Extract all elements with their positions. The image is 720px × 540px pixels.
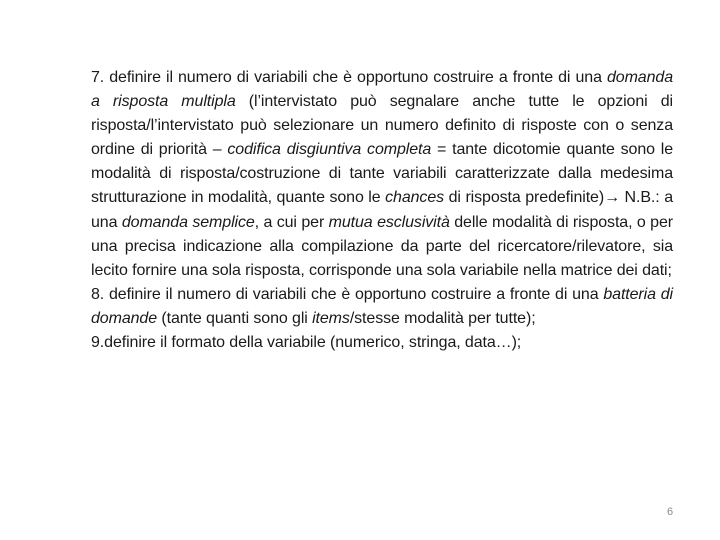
text-segment: , a cui per (254, 213, 329, 231)
italic-text-segment: chances (385, 189, 445, 207)
paragraph (91, 66, 673, 283)
page-number: 6 (666, 506, 674, 518)
italic-text-segment: domanda semplice (121, 213, 255, 231)
text-segment: /stesse modalità per tutte); (349, 309, 536, 327)
text-segment: (l’intervistato può segnalare anche tutte le opzioni di risposta/l’intervistato può selezionare un numero definito di risposte con o senza ordine di priorità – (91, 93, 673, 159)
text-segment: 9.definire il formato della variabile (numerico, stringa, data…); (91, 334, 522, 352)
paragraph (91, 331, 673, 355)
paragraph (91, 283, 673, 331)
slide-body-text (91, 66, 673, 355)
text-segment: 8. definire il numero di variabili che è opportuno costruire a fronte di una (91, 285, 604, 303)
text-segment: delle modalità di risposta, o per una precisa indicazione alla compilazione da parte del ricercatore/rilevatore, sia lecito fornire una sola risposta, corrisponde una sola variabile nella matrice dei dati; (91, 213, 673, 279)
italic-text-segment: items (312, 309, 350, 327)
italic-text-segment: mutua esclusività (328, 213, 450, 231)
text-segment: (tante quanti sono gli (157, 309, 313, 327)
text-segment: 7. definire il numero di variabili che è opportuno costruire a fronte di una (91, 69, 607, 86)
italic-text-segment: codifica disgiuntiva completa (227, 141, 432, 159)
text-segment: = tante dicotomie quante sono le modalità di risposta/costruzione di tante variabili caratterizzate dalla medesima strutturazione in modalità, quante sono le (91, 141, 674, 207)
text-segment: di risposta predefinite)→ N.B.: a una (91, 189, 673, 231)
italic-text-segment: batteria di domande (91, 285, 673, 327)
italic-text-segment: domanda a risposta multipla (91, 69, 673, 111)
